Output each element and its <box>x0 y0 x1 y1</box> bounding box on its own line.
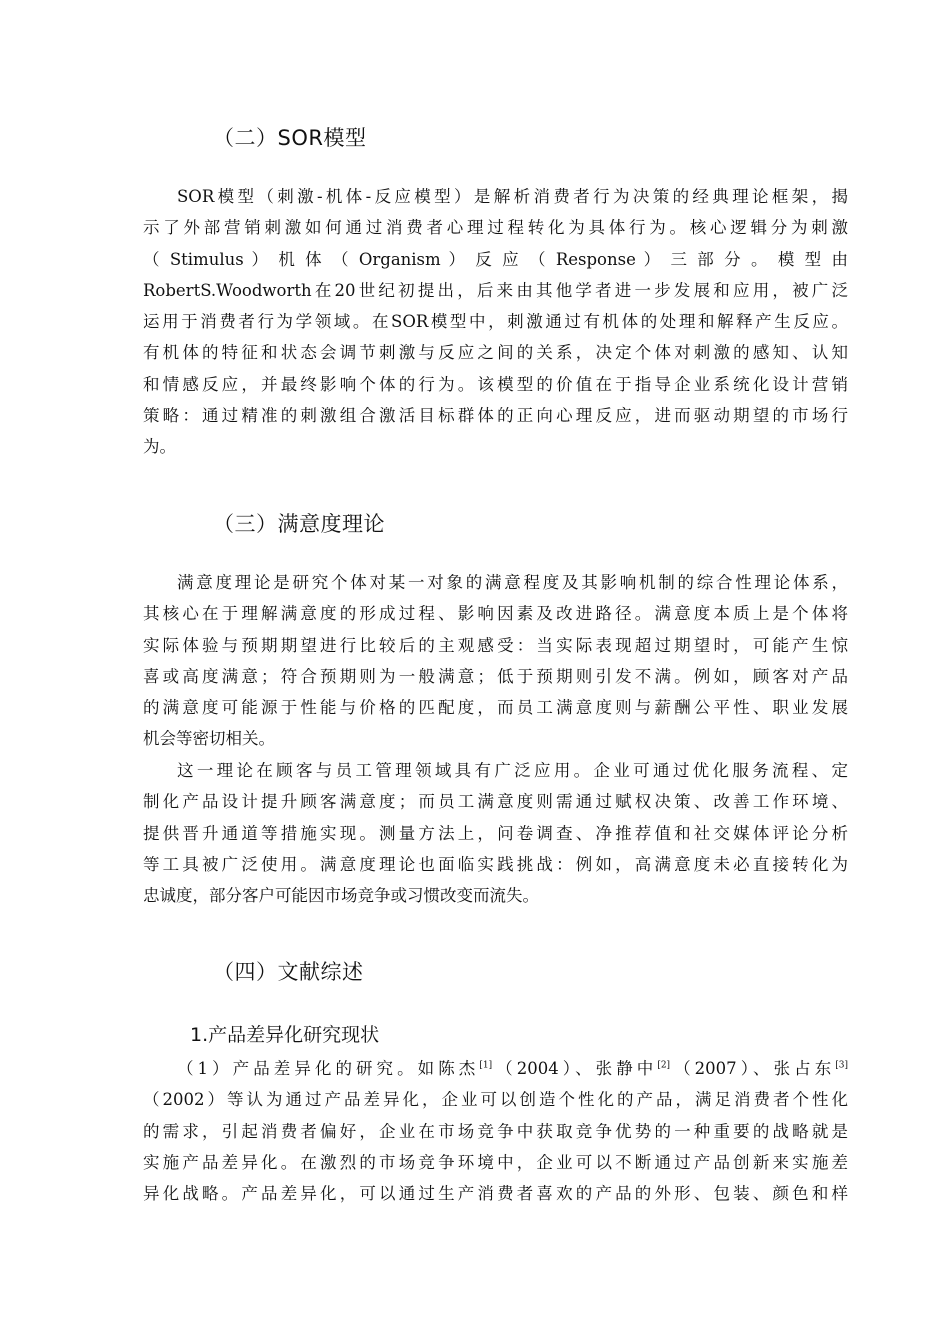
text-line: 策略：通过精准的刺激组合激活目标群体的正向心理反应，进而驱动期望的市场行 <box>143 406 848 426</box>
section-heading-sor: （二）SOR模型 <box>213 126 367 150</box>
text-line: （ Stimulus ） 机 体 （ Organism ） 反 应 （ Response ） 三 部 分 。 模 型 由 <box>143 249 848 269</box>
text-line: （2002）等认为通过产品差异化，企业可以创造个性化的产品，满足消费者个性化 <box>143 1090 848 1110</box>
text-line: 喜或高度满意；符合预期则为一般满意；低于预期则引发不满。例如，顾客对产品 <box>143 666 848 686</box>
text-line: 实施产品差异化。在激烈的市场竞争环境中，企业可以不断通过产品创新来实施差 <box>143 1152 848 1172</box>
subsection-heading: 1.产品差异化研究现状 <box>190 1024 380 1046</box>
text-line: 有机体的特征和状态会调节刺激与反应之间的关系，决定个体对刺激的感知、认知 <box>143 343 848 363</box>
text-line: 为。 <box>143 437 176 457</box>
citation-ref-2: [2] <box>657 1060 671 1071</box>
section-heading-review: （四）文献综述 <box>213 960 364 984</box>
satisfaction-paragraph-2 <box>143 755 848 911</box>
text-line: 运用于消费者行为学领域。在SOR模型中，刺激通过有机体的处理和解释产生反应。 <box>143 312 848 332</box>
text-line: 机会等密切相关。 <box>143 729 275 749</box>
review-paragraph <box>143 1053 848 1209</box>
text-line: 的需求，引起消费者偏好，企业在市场竞争中获取竞争优势的一种重要的战略就是 <box>143 1121 848 1141</box>
text-line: 提供晋升通道等措施实现。测量方法上，问卷调查、净推荐值和社交媒体评论分析 <box>143 823 848 843</box>
text-line: 其核心在于理解满意度的形成过程、影响因素及改进路径。满意度本质上是个体将 <box>143 604 848 624</box>
text-line: 这一理论在顾客与员工管理领域具有广泛应用。企业可通过优化服务流程、定 <box>177 761 848 780</box>
text-line: 制化产品设计提升顾客满意度；而员工满意度则需通过赋权决策、改善工作环境、 <box>143 792 848 812</box>
text-line: 和情感反应，并最终影响个体的行为。该模型的价值在于指导企业系统化设计营销 <box>143 374 848 394</box>
text-line: 实际体验与预期期望进行比较后的主观感受：当实际表现超过期望时，可能产生惊 <box>143 635 848 655</box>
section-heading-satisfaction: （三）满意度理论 <box>213 512 385 536</box>
citation-ref-1: [1] <box>479 1060 493 1071</box>
text-segment: （2007）、张占东 <box>670 1059 836 1078</box>
text-line: 示了外部营销刺激如何通过消费者心理过程转化为具体行为。核心逻辑分为刺激 <box>143 218 848 238</box>
sor-paragraph <box>143 181 848 463</box>
text-segment: （2004）、张静中 <box>492 1059 658 1078</box>
text-line: 忠诚度，部分客户可能因市场竞争或习惯改变而流失。 <box>143 886 539 906</box>
text-line: SOR模型（刺激-机体-反应模型）是解析消费者行为决策的经典理论框架，揭 <box>177 187 848 206</box>
text-segment: （1）产品差异化的研究。如陈杰 <box>177 1059 480 1078</box>
text-line: 的满意度可能源于性能与价格的匹配度，而员工满意度则与薪酬公平性、职业发展 <box>143 698 848 718</box>
text-line-with-citations <box>143 1053 848 1084</box>
text-line: 等工具被广泛使用。满意度理论也面临实践挑战：例如，高满意度未必直接转化为 <box>143 854 848 874</box>
text-line: 异化战略。产品差异化，可以通过生产消费者喜欢的产品的外形、包装、颜色和样 <box>143 1184 848 1204</box>
text-line: 满意度理论是研究个体对某一对象的满意程度及其影响机制的综合性理论体系， <box>177 573 848 592</box>
citation-ref-3: [3] <box>835 1060 849 1071</box>
satisfaction-paragraph-1 <box>143 567 848 755</box>
text-line: RobertS.Woodworth在20世纪初提出，后来由其他学者进一步发展和应用，被广泛 <box>143 280 848 300</box>
